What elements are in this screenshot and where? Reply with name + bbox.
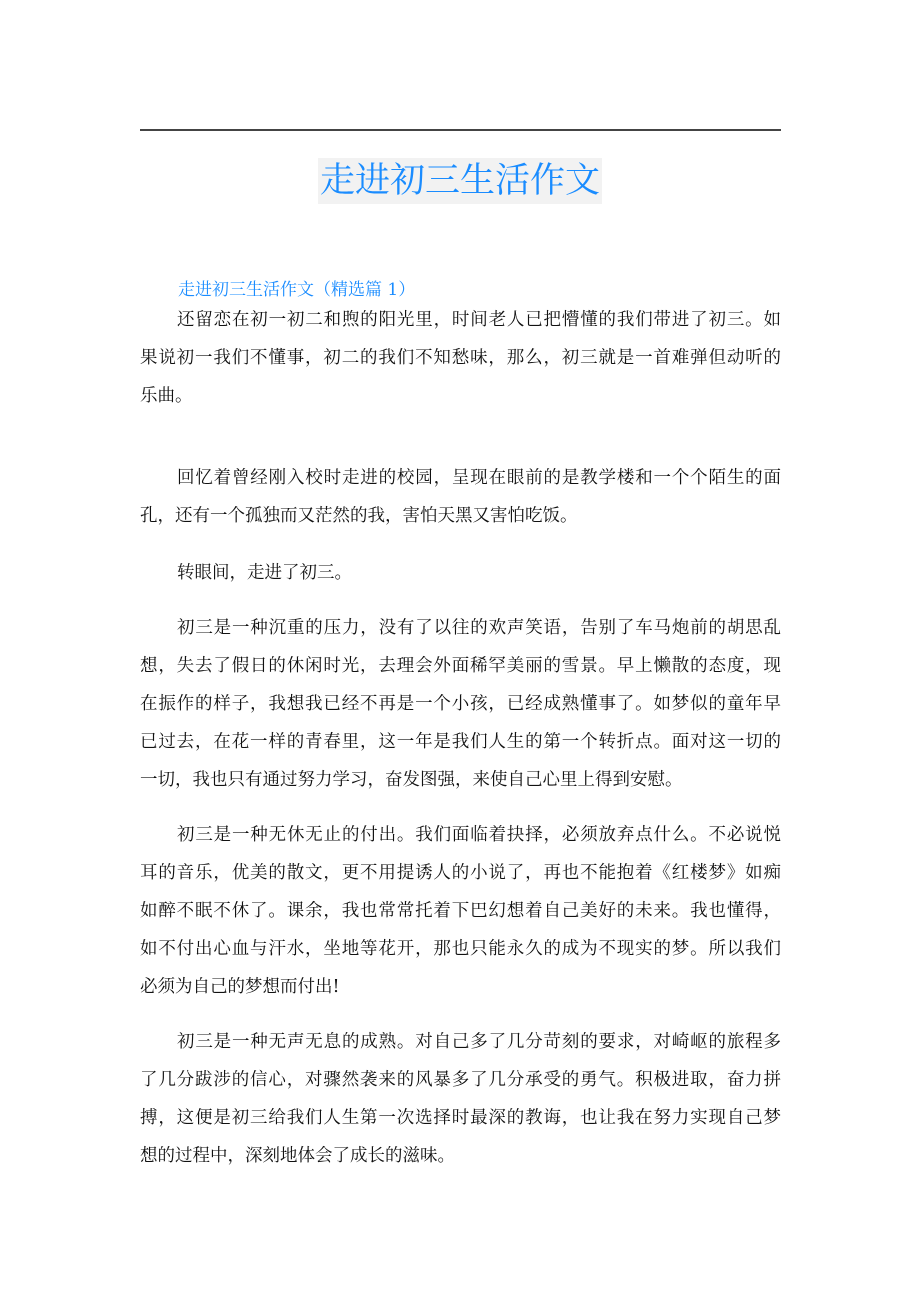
paragraph-line: 初三是一种沉重的压力，没有了以往的欢声笑语，告别了车马炮前的胡思乱: [177, 618, 781, 638]
paragraph-line: 耳的音乐，优美的散文，更不用提诱人的小说了，再也不能抱着《红楼梦》如痴: [140, 863, 781, 883]
paragraph-line: 必须为自己的梦想而付出!: [140, 977, 340, 997]
paragraph-line: 已过去，在花一样的青春里，这一年是我们人生的第一个转折点。面对这一切的: [140, 732, 781, 752]
paragraph: [140, 301, 781, 415]
section-heading: 走进初三生活作文（精选篇 1）: [178, 280, 416, 300]
document-title-container: [0, 158, 920, 204]
document-title: 走进初三生活作文: [318, 158, 602, 204]
paragraph-line: 如醉不眠不休了。课余，我也常常托着下巴幻想着自己美好的未来。我也懂得，: [140, 901, 781, 921]
paragraph-line: 初三是一种无声无息的成熟。对自己多了几分苛刻的要求，对崎岖的旅程多: [177, 1032, 781, 1052]
paragraph-line: 转眼间，走进了初三。: [177, 563, 352, 583]
paragraph: [140, 816, 781, 1006]
paragraph-line: 一切，我也只有通过努力学习，奋发图强，来使自己心里上得到安慰。: [140, 770, 683, 790]
paragraph-line: 果说初一我们不懂事，初二的我们不知愁味，那么，初三就是一首难弹但动听的: [140, 348, 781, 368]
paragraph-line: 想，失去了假日的休闲时光，去理会外面稀罕美丽的雪景。早上懒散的态度，现: [140, 656, 781, 676]
paragraph-line: 如不付出心血与汗水，坐地等花开，那也只能永久的成为不现实的梦。所以我们: [140, 939, 781, 959]
paragraph-line: 搏，这便是初三给我们人生第一次选择时最深的教诲，也让我在努力实现自己梦: [140, 1108, 781, 1128]
paragraph: [140, 459, 781, 535]
header-rule: [140, 129, 781, 131]
paragraph-line: 在振作的样子，我想我已经不再是一个小孩，已经成熟懂事了。如梦似的童年早: [140, 694, 781, 714]
paragraph-line: 孔，还有一个孤独而又茫然的我，害怕天黑又害怕吃饭。: [140, 506, 578, 526]
paragraph: [140, 609, 781, 799]
paragraph-line: 乐曲。: [140, 386, 193, 406]
paragraph-line: 回忆着曾经刚入校时走进的校园，呈现在眼前的是教学楼和一个个陌生的面: [177, 468, 781, 488]
paragraph-line: 了几分跋涉的信心，对骤然袭来的风暴多了几分承受的勇气。积极进取，奋力拼: [140, 1070, 781, 1090]
paragraph-line: 初三是一种无休无止的付出。我们面临着抉择，必须放弃点什么。不必说悦: [177, 825, 781, 845]
paragraph: [140, 554, 781, 592]
paragraph-line: 还留恋在初一初二和煦的阳光里，时间老人已把懵懂的我们带进了初三。如: [177, 310, 781, 330]
paragraph: [140, 1023, 781, 1175]
paragraph-line: 想的过程中，深刻地体会了成长的滋味。: [140, 1146, 455, 1166]
